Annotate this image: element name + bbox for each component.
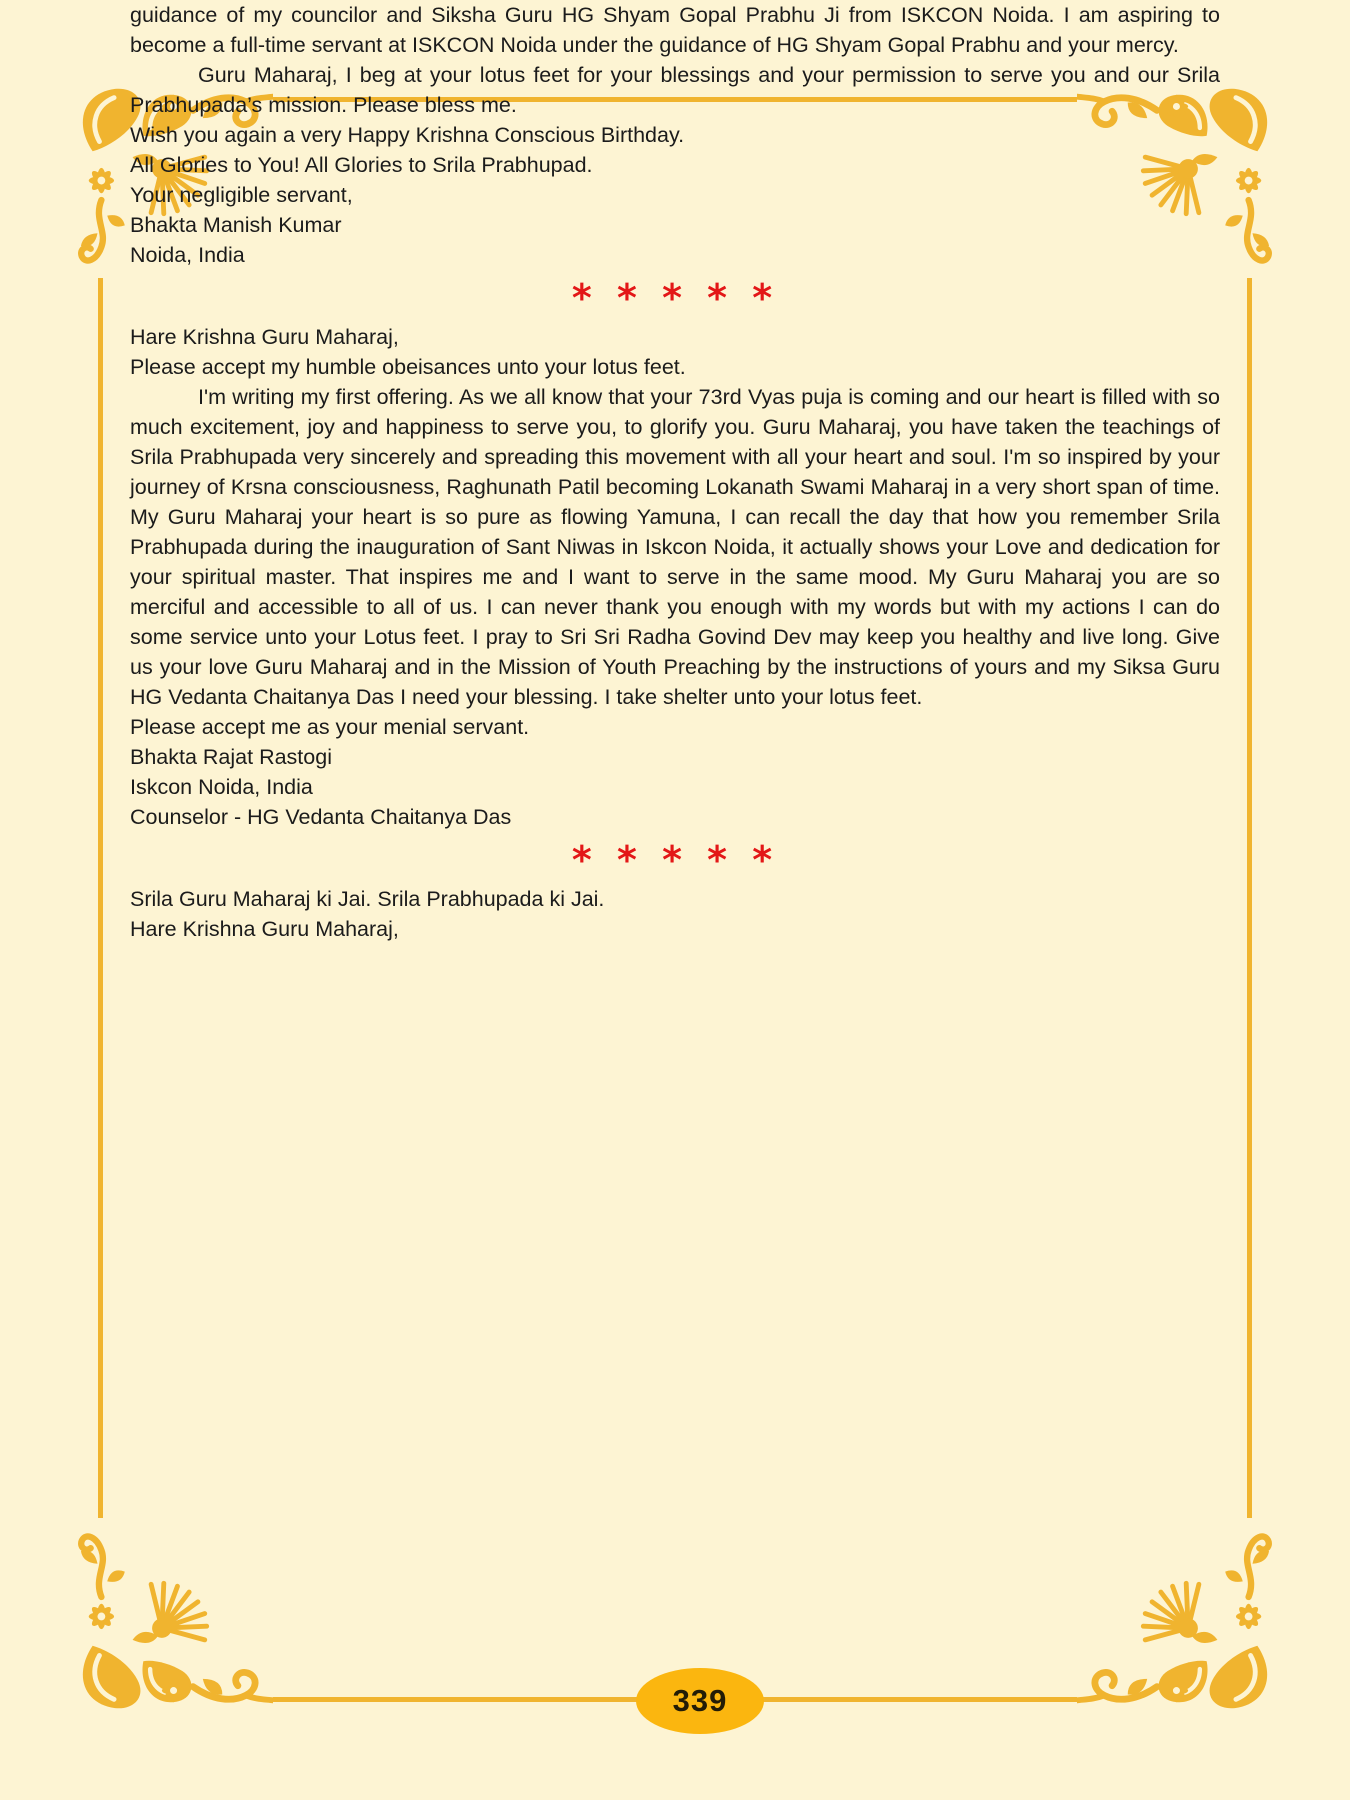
asterisk-separator: * * * * * xyxy=(571,838,779,882)
asterisk-separator: * * * * * xyxy=(571,276,779,320)
signature-counselor: Counselor - HG Vedanta Chaitanya Das xyxy=(130,805,512,829)
line-jai: Srila Guru Maharaj ki Jai. Srila Prabhupada ki Jai. xyxy=(130,887,605,911)
paragraph-guidance: guidance of my councilor and Siksha Guru HG Shyam Gopal Prabhu Ji from ISKCON Noida. I am aspiring to become a full-time servant at ISKCON Noida under the guidance of HG Shyam Gopal Prabhu and your mercy. xyxy=(130,3,1220,57)
page-number: 339 xyxy=(672,1683,728,1718)
line-servant: Your negligible servant, xyxy=(130,183,353,207)
paragraph-offering: I'm writing my first offering. As we all know that your 73rd Vyas puja is coming and our heart is filled with so much excitement, joy and happiness to serve you, to glorify you. Guru Maharaj, you have taken the teachings of Srila Prabhupada very sincerely and spreading this movement with all your heart and soul. I'm so inspired by your journey of Krsna consciousness, Raghunath Patil becoming Lokanath Swami Maharaj in a very short span of time. My Guru Maharaj your heart is so pure as flowing Yamuna, I can recall the day that how you remember Srila Prabhupada during the inauguration of Sant Niwas in Iskcon Noida, it actually shows your Love and dedication for your spiritual master. That inspires me and I want to serve in the same mood. My Guru Maharaj you are so merciful and accessible to all of us. I can never thank you enough with my words but with my actions I can do some service unto your Lotus feet. I pray to Sri Sri Radha Govind Dev may keep you healthy and live long. Give us your love Guru Maharaj and in the Mission of Youth Preaching by the instructions of yours and my Siksa Guru HG Vedanta Chaitanya Das I need your blessing. I take shelter unto your lotus feet. xyxy=(130,385,1220,709)
frame-line-right xyxy=(1247,278,1252,1518)
signature-place-noida: Noida, India xyxy=(130,243,245,267)
corner-ornament-bottom-right xyxy=(1077,1517,1272,1712)
frame-line-left xyxy=(98,278,103,1518)
salutation-hare-krishna: Hare Krishna Guru Maharaj, xyxy=(130,325,399,349)
line-glories: All Glories to You! All Glories to Srila Prabhupad. xyxy=(130,153,593,177)
paragraph-plea: Guru Maharaj, I beg at your lotus feet for your blessings and your permission to serve you and our Srila Prabhupada’s mission. Please bless me. xyxy=(130,63,1220,117)
salutation-hare-krishna-2: Hare Krishna Guru Maharaj, xyxy=(130,917,399,941)
letter-content xyxy=(130,0,1220,944)
line-obeisances: Please accept my humble obeisances unto your lotus feet. xyxy=(130,355,686,379)
signature-place-iskcon-noida: Iskcon Noida, India xyxy=(130,775,313,799)
corner-ornament-bottom-left xyxy=(78,1517,273,1712)
signature-name-manish: Bhakta Manish Kumar xyxy=(130,213,342,237)
line-menial: Please accept me as your menial servant. xyxy=(130,715,530,739)
line-wish: Wish you again a very Happy Krishna Conscious Birthday. xyxy=(130,123,685,147)
page-number-badge xyxy=(636,1668,764,1734)
signature-name-rajat: Bhakta Rajat Rastogi xyxy=(130,745,332,769)
